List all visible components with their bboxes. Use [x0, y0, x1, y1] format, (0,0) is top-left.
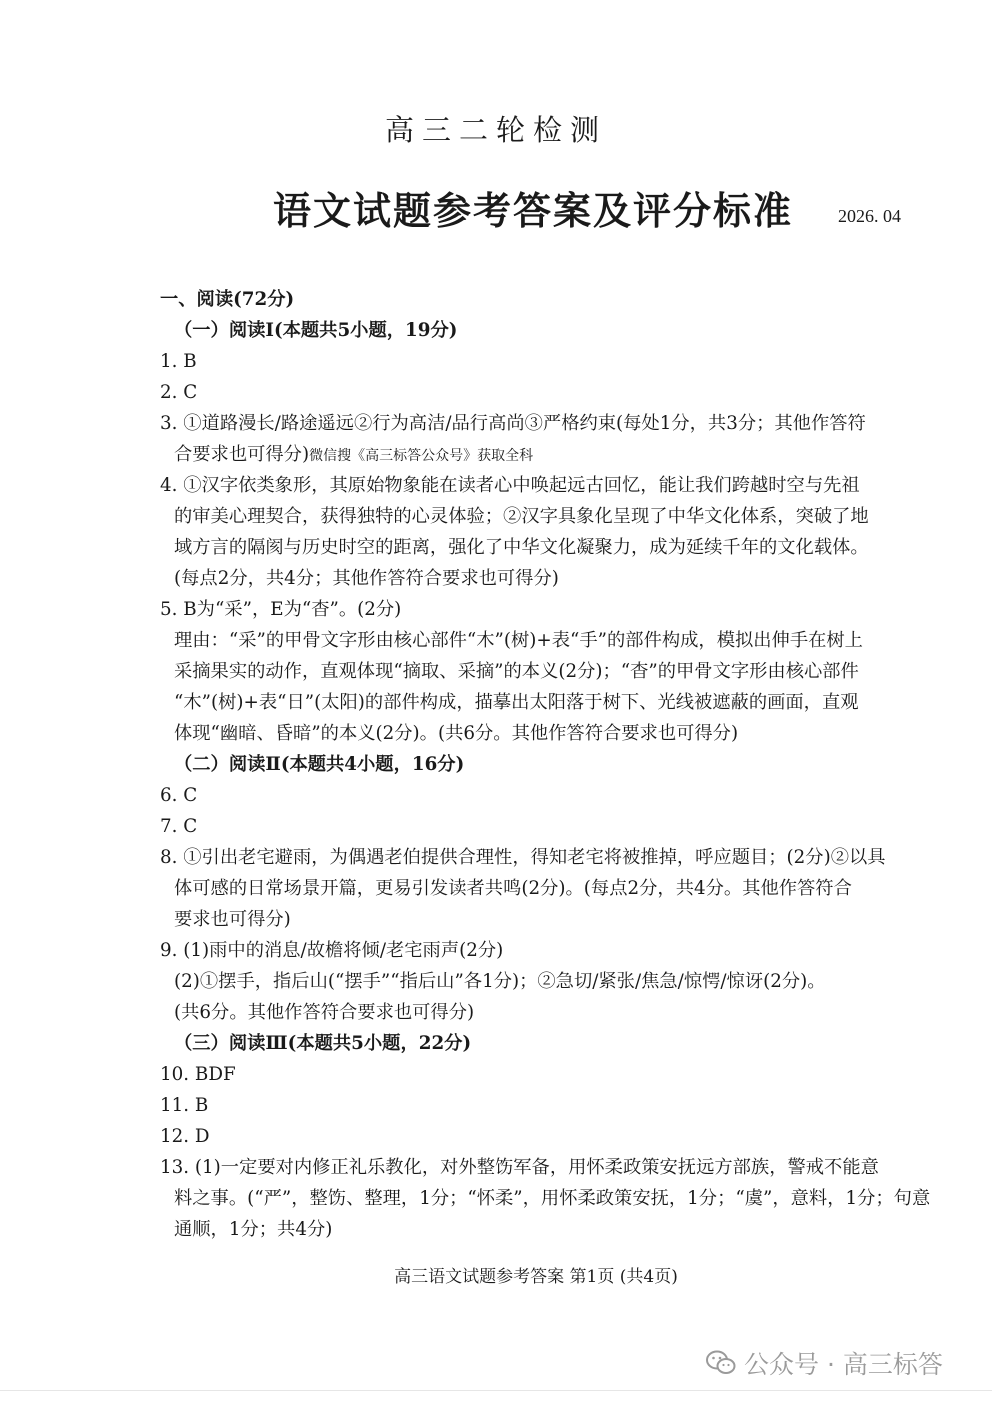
- answer-line: [160, 1090, 912, 1121]
- answer-line: [160, 1214, 912, 1245]
- answer-line-text: 13. (1)一定要对内修正礼乐教化，对外整饬军备，用怀柔政策安抚远方部族，警戒不能意: [160, 1157, 879, 1178]
- answer-line: [160, 284, 912, 315]
- answer-line: [160, 873, 912, 904]
- answer-line-text: 10. BDF: [160, 1064, 236, 1085]
- answer-line-text: 9. (1)雨中的消息/故檐将倾/老宅雨声(2分): [160, 940, 504, 961]
- answer-line-text: 通顺，1分；共4分): [174, 1219, 333, 1240]
- answer-line: [160, 1152, 912, 1183]
- answer-line-text: 6. C: [160, 785, 198, 806]
- answer-line: [160, 656, 912, 687]
- answer-line: [160, 1183, 931, 1214]
- answer-line: [160, 687, 912, 718]
- answer-line-text: 料之事。(“严”，整饬、整理，1分；“怀柔”，用怀柔政策安抚，1分；“虞”，意料，1分；句意: [174, 1188, 931, 1209]
- answer-line-text: 2. C: [160, 382, 198, 403]
- answer-line: [160, 811, 912, 842]
- answer-line-text: （一）阅读Ⅰ(本题共5小题，19分): [174, 320, 458, 341]
- answer-line-text: 理由：“采”的甲骨文字形由核心部件“木”(树)+表“手”的部件构成，模拟出伸手在树上: [174, 630, 863, 651]
- answer-line: [160, 439, 912, 470]
- answer-line: [160, 315, 912, 346]
- answer-line: [160, 904, 912, 935]
- answer-line-text: 的审美心理契合，获得独特的心灵体验；②汉字具象化呈现了中华文化体系，突破了地: [174, 506, 869, 527]
- answer-line: [160, 842, 912, 873]
- answer-line-text: 要求也可得分): [174, 909, 291, 930]
- answer-line-text: 体可感的日常场景开篇，更易引发读者共鸣(2分)。(每点2分，共4分。其他作答符合: [174, 878, 852, 899]
- answer-line: [160, 718, 912, 749]
- answer-line-text: “木”(树)+表“日”(太阳)的部件构成，描摹出太阳落于树下、光线被遮蔽的画面，直观: [174, 692, 859, 713]
- page-footer: 高三语文试题参考答案 第1页 (共4页): [394, 1267, 678, 1287]
- answer-line: [160, 749, 912, 780]
- answer-line: [160, 563, 912, 594]
- answer-line-text: 7. C: [160, 816, 198, 837]
- answer-line: [160, 625, 912, 656]
- inline-watermark: 微信搜《高三标答公众号》获取全科: [309, 448, 534, 464]
- answer-line: [160, 997, 912, 1028]
- watermark: [706, 1345, 943, 1381]
- answer-content: [160, 284, 931, 1245]
- answer-line-text: 3. ①道路漫长/路途遥远②行为高洁/品行高尚③严格约束(每处1分，共3分；其他作答符: [160, 413, 866, 434]
- watermark-text: 公众号 · 高三标答: [744, 1350, 943, 1379]
- answer-line-text: 4. ①汉字依类象形，其原始物象能在读者心中唤起远古回忆，能让我们跨越时空与先祖: [160, 475, 860, 496]
- page-title: 语文试题参考答案及评分标准: [272, 188, 793, 233]
- answer-line: [160, 594, 912, 625]
- answer-line: [160, 780, 912, 811]
- answer-line: [160, 346, 912, 377]
- exam-date: 2026. 04: [838, 206, 901, 226]
- answer-line: [160, 966, 912, 997]
- answer-line: [160, 1028, 912, 1059]
- wechat-icon: [706, 1350, 736, 1376]
- answer-line-text: 11. B: [160, 1095, 209, 1116]
- answer-line: [160, 501, 912, 532]
- answer-line-text: 合要求也可得分): [174, 444, 310, 465]
- answer-line: [160, 408, 912, 439]
- answer-line: [160, 532, 912, 563]
- answer-line-text: 体现“幽暗、昏暗”的本义(2分)。(共6分。其他作答符合要求也可得分): [174, 723, 739, 744]
- answer-line: [160, 470, 912, 501]
- answer-line-text: 12. D: [160, 1126, 210, 1147]
- answer-line-text: （三）阅读Ⅲ(本题共5小题，22分): [174, 1033, 472, 1054]
- answer-line-text: 8. ①引出老宅避雨，为偶遇老伯提供合理性，得知老宅将被推掉，呼应题目；(2分)②以具: [160, 847, 886, 868]
- answer-line-text: 5. B为“采”，E为“杳”。(2分): [160, 599, 402, 620]
- answer-line-text: （二）阅读Ⅱ(本题共4小题，16分): [174, 754, 465, 775]
- bottom-divider: [0, 1390, 992, 1391]
- answer-line-text: (共6分。其他作答符合要求也可得分): [174, 1002, 475, 1023]
- answer-line: [160, 377, 912, 408]
- answer-line-text: 采摘果实的动作，直观体现“摘取、采摘”的本义(2分)；“杳”的甲骨文字形由核心部件: [174, 661, 859, 682]
- answer-line-text: 一、阅读(72分): [160, 289, 295, 310]
- answer-line: [160, 935, 912, 966]
- answer-line-text: (2)①摆手，指后山(“摆手”“指后山”各1分)；②急切/紧张/焦急/惊愕/惊讶(2分)。: [174, 971, 826, 992]
- answer-line-text: 1. B: [160, 351, 197, 372]
- answer-line-text: (每点2分，共4分；其他作答符合要求也可得分): [174, 568, 559, 589]
- answer-line-text: 域方言的隔阂与历史时空的距离，强化了中华文化凝聚力，成为延续千年的文化载体。: [174, 537, 869, 558]
- answer-line: [160, 1121, 912, 1152]
- answer-line: [160, 1059, 912, 1090]
- page-subtitle: 高三二轮检测: [384, 113, 607, 147]
